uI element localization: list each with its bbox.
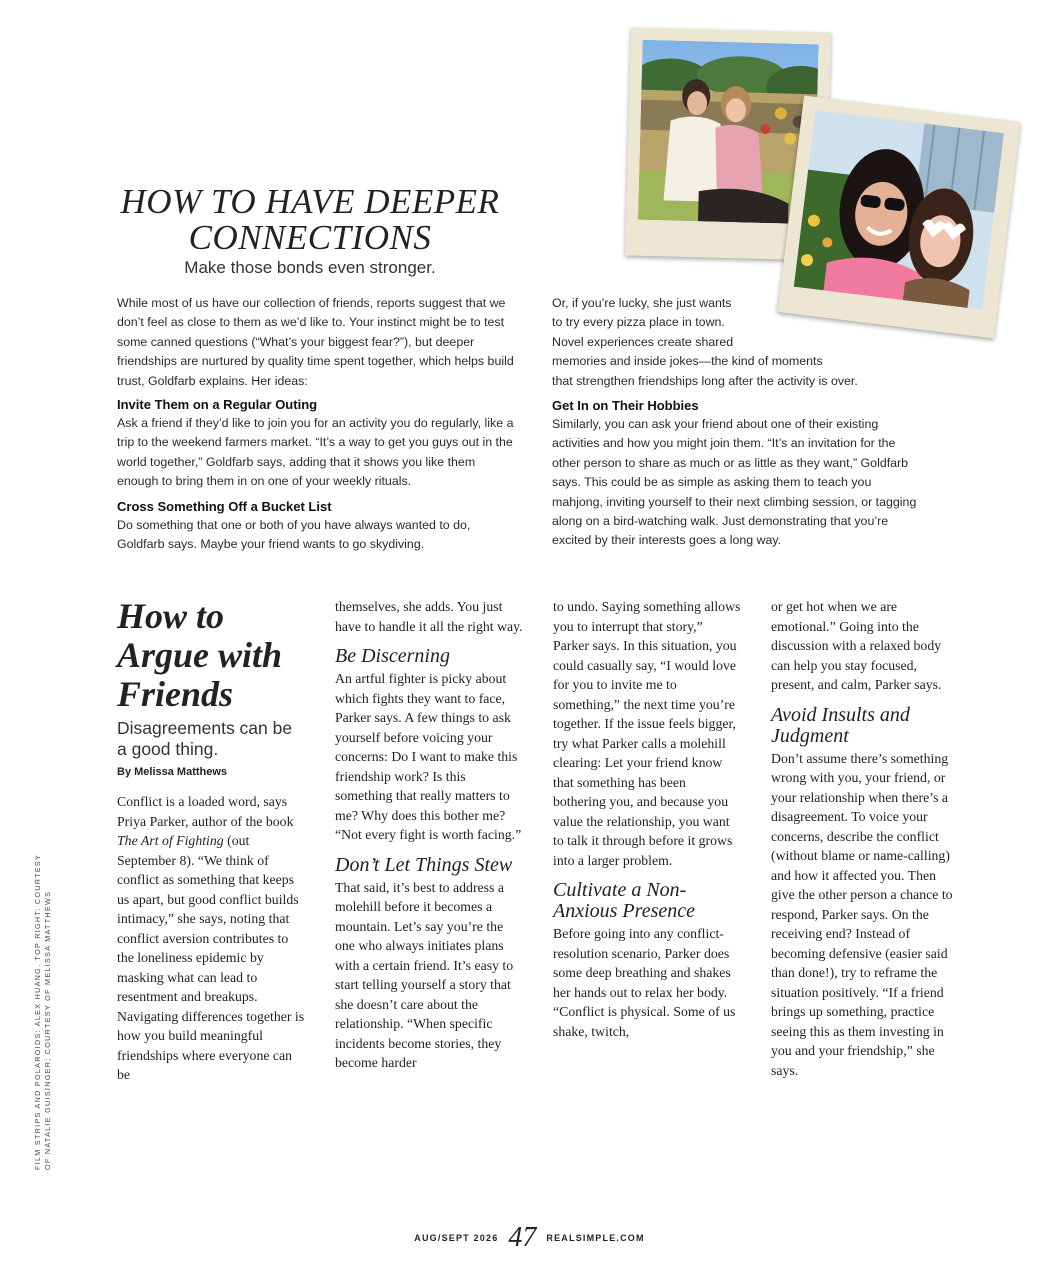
- subhead-avoid-insults: Avoid Insults and Judgment: [771, 703, 910, 747]
- photo-credit-line2: OF NATALIE GUISINGER; COURTESY OF MELISSA MATTHEWS: [43, 890, 52, 1170]
- tip-heading-bucket-list: Cross Something Off a Bucket List: [117, 498, 332, 514]
- article-paragraph: themselves, she adds. You just have to handle it all the right way.: [335, 599, 523, 634]
- photo-friends-selfie: [794, 110, 1004, 310]
- text-span: (out September 8). “We think of conflict as something that keeps us apart, but good conflict builds intimacy,” she says, noting that conflict aversion contributes to the loneliness epidemic by masking what can lead to resentment and breakups. Navigating differences together is how you build meaningful friendships where everyone can be: [117, 833, 305, 1082]
- book-title: The Art of Fighting: [117, 833, 224, 848]
- right-line: to try every pizza place in town.: [552, 315, 725, 330]
- page-number: 47: [508, 1222, 537, 1253]
- photo-credit-line1: FILM STRIPS AND POLAROIDS: ALEX HUANG. TOP RIGHT: COURTESY: [33, 853, 42, 1170]
- tip-body-regular-outing: Ask a friend if they’d like to join you for an activity you do regularly, like a trip to the weekend farmers market. “It’s a way to get you guys out in the world together,” Goldfarb says, adding that it shows you like them enough to bring them in on one of your weekly rituals.: [117, 416, 514, 489]
- right-line: memories and inside jokes—the kind of moments: [552, 354, 823, 369]
- article-paragraph: Before going into any conflict-resolution scenario, Parker does some deep breathing and shakes her hands out to relax her body. “Conflict is physical. Some of us shake, twitch,: [553, 926, 736, 1039]
- article-paragraph: or get hot when we are emotional.” Going into the discussion with a relaxed body can help you stay focused, present, and calm, Parker says.: [771, 599, 942, 692]
- top-right-column: [552, 397, 922, 551]
- issue-date: AUG/SEPT 2026: [414, 1233, 499, 1243]
- section-title: [110, 184, 510, 256]
- right-line: Novel experiences create shared: [552, 334, 734, 349]
- article-paragraph: [117, 792, 305, 1085]
- subhead-non-anxious-presence: Cultivate a Non-Anxious Presence: [553, 879, 695, 922]
- article-paragraph: An artful fighter is picky about which fights they want to face, Parker says. A few things to ask yourself before voicing your concerns: Do I want to make this friendship work? Is this something that really matters to me? Why does this bother me? “Not every fight is worth facing.”: [335, 671, 522, 842]
- tip-body-bucket-list: Do something that one or both of you have always wanted to do, Goldfarb says. Maybe your friend wants to go skydiving.: [117, 517, 471, 552]
- tip-heading-regular-outing: Invite Them on a Regular Outing: [117, 397, 318, 413]
- byline: By Melissa Matthews: [117, 766, 228, 778]
- section-title-line1: HOW TO HAVE DEEPER: [120, 182, 500, 221]
- intro-paragraph: While most of us have our collection of friends, reports suggest that we don’t feel as close to them as we’d like to. Your instinct might be to test some canned questions (“What’s your biggest fear?”), but deeper friendships are nurtured by quality time spent together, which helps build trust, Goldfarb explains. Her ideas:: [117, 296, 514, 388]
- photo-credit: [33, 830, 53, 1170]
- section-subtitle: Make those bonds even stronger.: [184, 258, 436, 277]
- article-paragraph: Don’t assume there’s something wrong with you, your friend, or your relationship when there’s a disagreement. To voice your concerns, describe the conflict (without blame or name-calling) and how it affected you. Then give the other person a chance to respond, Parker says. On the receiving end? Instead of becoming defensive (easier said than done!), try to reframe the situation positively. “If a friend brings up something, practice seeing this as them investing in you and your friendship,” she says.: [771, 750, 953, 1078]
- subhead-dont-let-things-stew: Don’t Let Things Stew: [335, 853, 513, 876]
- article-column-1: [117, 597, 305, 1085]
- subhead-be-discerning: Be Discerning: [335, 645, 450, 667]
- article-column-3: [553, 597, 741, 1041]
- article-subtitle: Disagreements can be a good thing.: [117, 718, 293, 759]
- right-line: Or, if you’re lucky, she just wants: [552, 296, 732, 310]
- article-column-4: [771, 597, 959, 1080]
- section-title-line2: CONNECTIONS: [188, 218, 432, 257]
- top-right-intro: [552, 294, 912, 391]
- article-paragraph: to undo. Saying something allows you to interrupt that story,” Parker says. In this situation, you could casually say, “I would love for you to invite me to something,” the next time you’re together. If the issue feels bigger, try what Parker calls a molehill clearing: Let your friend know that something has been bothering you, and because you value the relationship, you want to talk it through before it grows into a larger problem.: [553, 599, 741, 868]
- article-column-2: [335, 597, 523, 1073]
- right-line: that strengthen friendships long after the activity is over.: [552, 373, 858, 388]
- article-title: How to Argue with Friends: [117, 596, 283, 714]
- tip-heading-hobbies: Get In on Their Hobbies: [552, 398, 699, 413]
- article-paragraph: That said, it’s best to address a molehill before it becomes a mountain. Let’s say you’re the one who always initiates plans with a certain friend. It’s easy to start telling yourself a story that she doesn’t care about the relationship. “When specific incidents become stories, they become harder: [335, 879, 514, 1070]
- website-link[interactable]: REALSIMPLE.COM: [546, 1233, 645, 1243]
- tip-body-hobbies: Similarly, you can ask your friend about one of their existing activities and how you might join them. “It’s an invitation for the other person to share as much or as little as they want,” Goldfarb says. This could be as simple as asking them to teach you mahjong, inviting yourself to their next climbing session, or tagging along on a bird-watching walk. Just demonstrating that you’re excited by their interests goes a long way.: [552, 417, 917, 548]
- page-footer: [0, 1222, 1059, 1254]
- text-span: Conflict is a loaded word, says Priya Parker, author of the book: [117, 794, 294, 829]
- top-left-column: [117, 294, 517, 554]
